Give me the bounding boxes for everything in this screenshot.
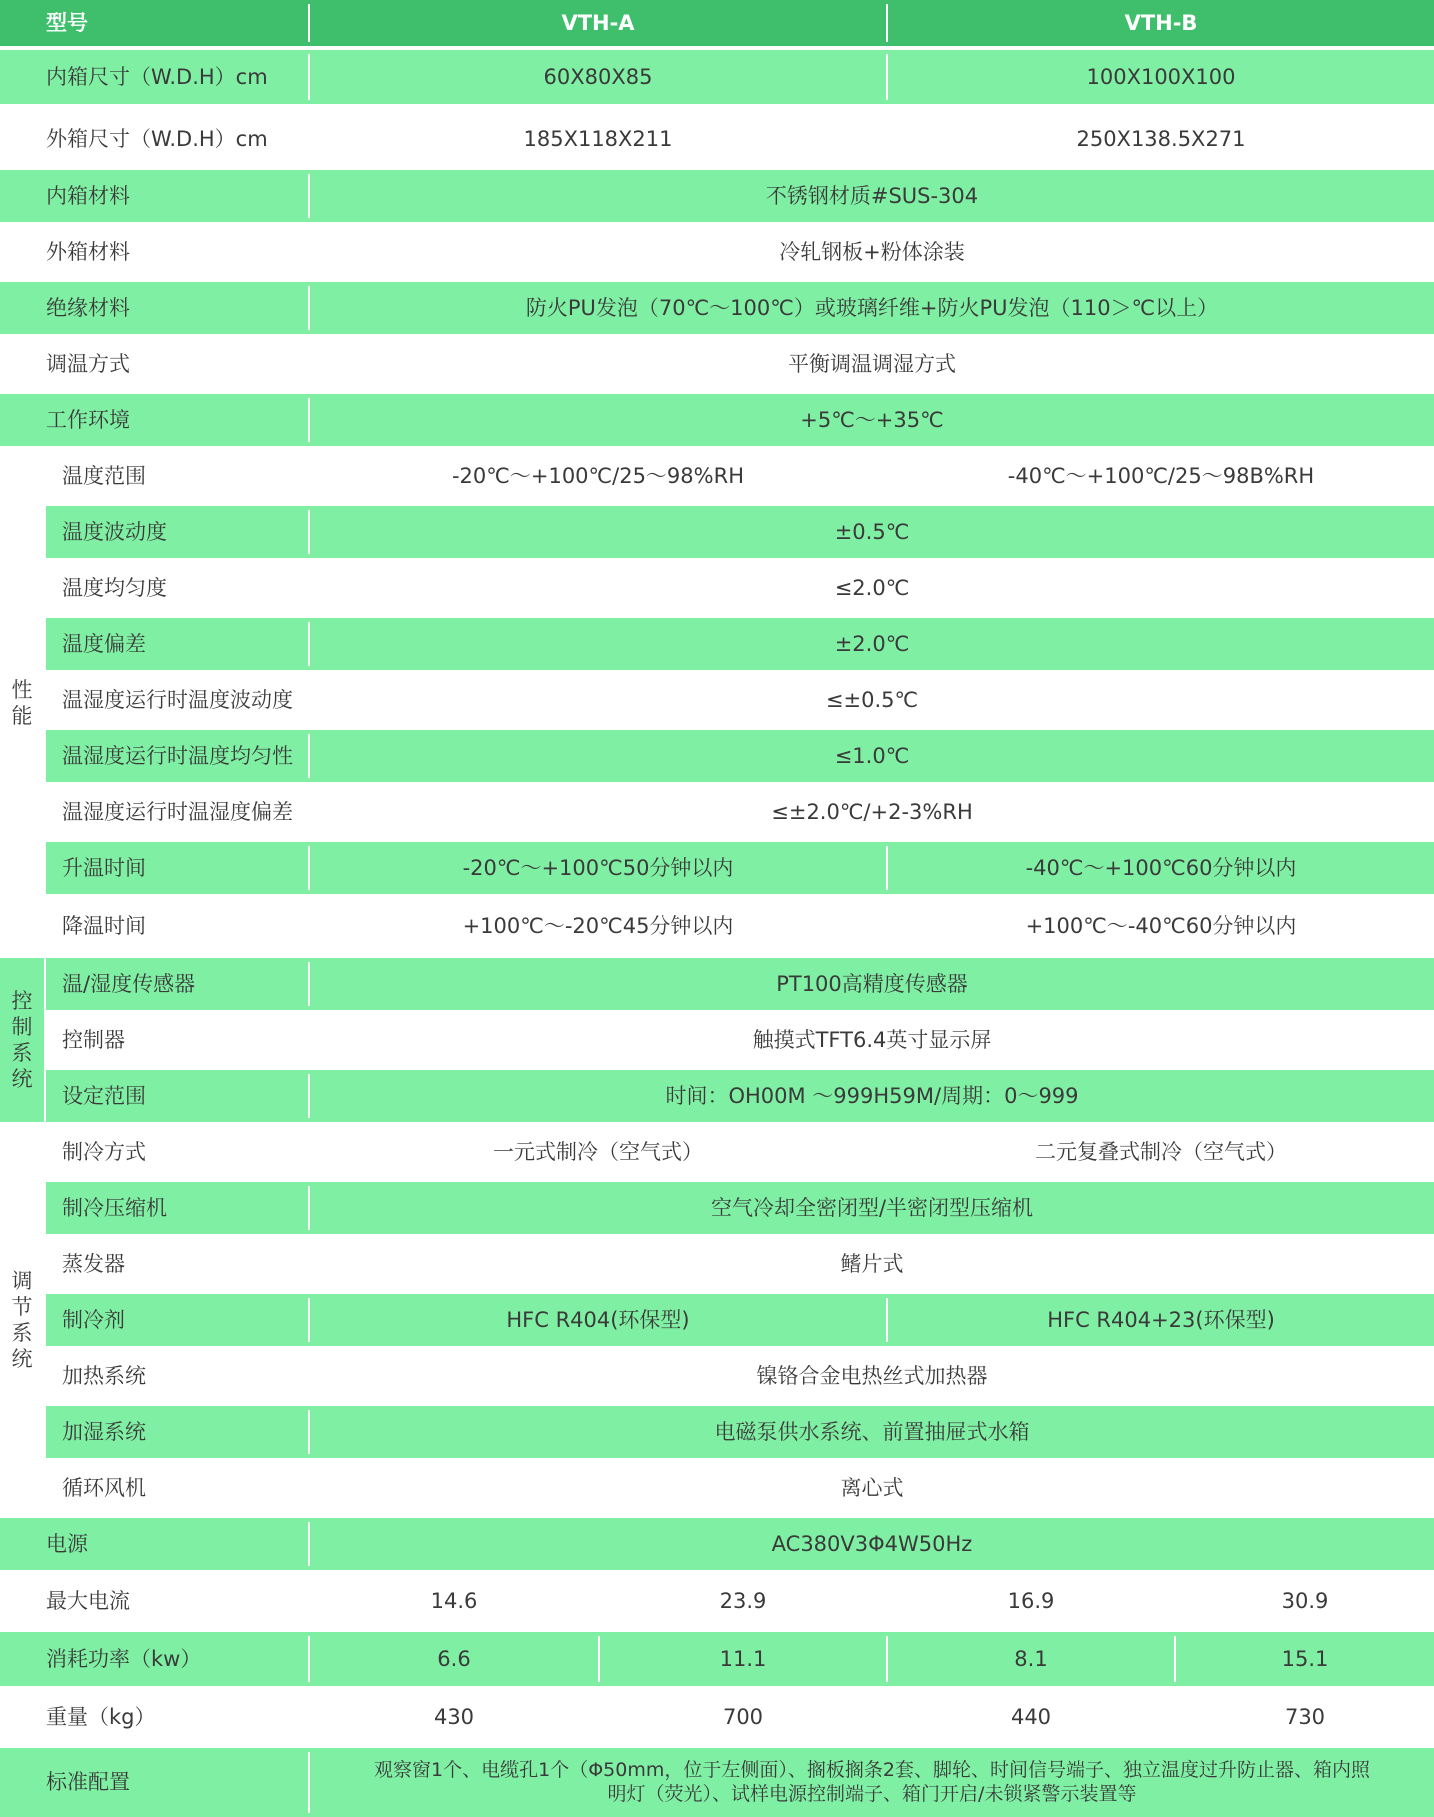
group-label-performance: 性 能	[11, 678, 33, 728]
row-label: 温湿度运行时温度波动度	[62, 687, 293, 712]
row-label: 控制器	[62, 1027, 125, 1052]
value-a: +100℃～-20℃45分钟以内	[462, 913, 734, 938]
table-row	[0, 730, 1434, 782]
standard-config-line-1: 观察窗1个、电缆孔1个（Φ50mm，位于左侧面）、搁板搁条2套、脚轮、时间信号端子、独立温度过升防止器、箱内照	[374, 1758, 1370, 1781]
value-span: PT100高精度传感器	[776, 971, 968, 996]
value-a: -20℃～+100℃50分钟以内	[462, 855, 734, 880]
row-label: 重量（kg）	[46, 1704, 156, 1729]
table-row	[0, 1350, 1434, 1402]
table-row	[0, 1518, 1434, 1570]
table-row	[0, 338, 1434, 390]
table-row	[0, 226, 1434, 278]
table-row	[0, 394, 1434, 446]
value-span: 电磁泵供水系统、前置抽屉式水箱	[714, 1419, 1030, 1444]
standard-config-value	[310, 1748, 1434, 1817]
table-row	[0, 112, 1434, 166]
row-label: 消耗功率（kw）	[46, 1646, 202, 1671]
table-row	[0, 170, 1434, 222]
value-col-2: 700	[722, 1704, 764, 1729]
row-label: 绝缘材料	[46, 295, 130, 320]
group-label-control: 控 制 系 统	[11, 989, 33, 1091]
value-span: 不锈钢材质#SUS-304	[765, 183, 979, 208]
value-span: 触摸式TFT6.4英寸显示屏	[752, 1027, 992, 1052]
table-row	[0, 50, 1434, 104]
value-span: AC380V3Φ4W50Hz	[771, 1531, 973, 1556]
model-b-header: VTH-B	[1124, 10, 1198, 35]
row-label: 制冷剂	[62, 1307, 125, 1332]
row-label: 外箱尺寸（W.D.H）cm	[46, 126, 268, 151]
table-row	[0, 1294, 1434, 1346]
row-label: 温度范围	[62, 463, 146, 488]
value-col-2: 23.9	[719, 1588, 767, 1613]
row-label: 工作环境	[46, 407, 130, 432]
row-label: 加热系统	[62, 1363, 146, 1388]
value-span: 空气冷却全密闭型/半密闭型压缩机	[710, 1195, 1034, 1220]
header-label: 型号	[46, 10, 88, 35]
value-b: 二元复叠式制冷（空气式）	[1035, 1139, 1287, 1164]
value-span: 时间：OH00M ～999H59M/周期：0～999	[665, 1083, 1079, 1108]
value-col-1: 6.6	[437, 1646, 471, 1671]
value-b: -40℃～+100℃60分钟以内	[1025, 855, 1297, 880]
row-label: 制冷方式	[62, 1139, 146, 1164]
row-label: 温度均匀度	[62, 575, 167, 600]
value-span: 冷轧钢板+粉体涂装	[779, 239, 965, 264]
table-row	[0, 786, 1434, 838]
row-label: 降温时间	[62, 913, 146, 938]
row-label: 升温时间	[62, 855, 146, 880]
table-row	[0, 958, 1434, 1010]
row-label: 最大电流	[46, 1588, 130, 1613]
table-row	[0, 1748, 1434, 1817]
value-b: 100X100X100	[1086, 64, 1236, 89]
value-b: 250X138.5X271	[1076, 126, 1246, 151]
table-row	[0, 1126, 1434, 1178]
row-label: 内箱材料	[46, 183, 130, 208]
table-row	[0, 618, 1434, 670]
row-label: 设定范围	[62, 1083, 146, 1108]
table-row	[0, 282, 1434, 334]
table-row	[0, 1462, 1434, 1514]
value-col-3: 16.9	[1007, 1588, 1055, 1613]
value-span: ≤2.0℃	[834, 575, 910, 600]
value-col-1: 14.6	[430, 1588, 478, 1613]
value-col-4: 15.1	[1281, 1646, 1329, 1671]
value-span: +5℃～+35℃	[800, 407, 944, 432]
value-span: 离心式	[840, 1475, 904, 1500]
model-a-header: VTH-A	[561, 10, 635, 35]
row-label: 电源	[46, 1531, 88, 1556]
value-a: 185X118X211	[523, 126, 673, 151]
table-row	[0, 1574, 1434, 1628]
value-span: 平衡调温调湿方式	[788, 351, 956, 376]
value-col-2: 11.1	[719, 1646, 767, 1671]
table-row	[0, 1182, 1434, 1234]
value-span: ≤±2.0℃/+2-3%RH	[771, 799, 973, 824]
table-row	[0, 1632, 1434, 1686]
table-row	[0, 1014, 1434, 1066]
row-label: 温度偏差	[62, 631, 146, 656]
standard-config-line-2: 明灯（荧光）、试样电源控制端子、箱门开启/未锁紧警示装置等	[607, 1782, 1137, 1805]
value-b: +100℃～-40℃60分钟以内	[1025, 913, 1297, 938]
table-row	[0, 450, 1434, 502]
row-label: 温湿度运行时温湿度偏差	[62, 799, 293, 824]
value-span: ±2.0℃	[834, 631, 910, 656]
row-label: 蒸发器	[62, 1251, 125, 1276]
table-row	[0, 1238, 1434, 1290]
row-label: 温湿度运行时温度均匀性	[62, 743, 293, 768]
row-label: 温/湿度传感器	[62, 971, 196, 996]
value-col-4: 730	[1284, 1704, 1326, 1729]
table-header	[0, 0, 1434, 46]
value-span: 防火PU发泡（70℃～100℃）或玻璃纤维+防火PU发泡（110＞℃以上）	[525, 295, 1219, 320]
table-row	[0, 842, 1434, 894]
value-col-3: 440	[1010, 1704, 1052, 1729]
row-label: 循环风机	[62, 1475, 146, 1500]
row-label: 温度波动度	[62, 519, 167, 544]
row-label: 标准配置	[46, 1770, 130, 1795]
value-col-3: 8.1	[1014, 1646, 1048, 1671]
value-a: -20℃～+100℃/25～98%RH	[451, 463, 744, 488]
value-span: ≤±0.5℃	[825, 687, 919, 712]
value-b: -40℃～+100℃/25～98B%RH	[1007, 463, 1315, 488]
value-span: ≤1.0℃	[834, 743, 910, 768]
table-row	[0, 506, 1434, 558]
value-a: HFC R404(环保型)	[506, 1307, 690, 1332]
value-col-1: 430	[433, 1704, 475, 1729]
value-col-4: 30.9	[1281, 1588, 1329, 1613]
value-b: HFC R404+23(环保型)	[1047, 1307, 1275, 1332]
row-label: 调温方式	[46, 351, 130, 376]
value-span: ±0.5℃	[834, 519, 910, 544]
table-row	[0, 562, 1434, 614]
group-label-regulation: 调 节 系 统	[11, 1269, 33, 1371]
value-a: 一元式制冷（空气式）	[493, 1139, 703, 1164]
row-label: 加湿系统	[62, 1419, 146, 1444]
table-row	[0, 1070, 1434, 1122]
table-row	[0, 898, 1434, 954]
value-span: 镍铬合金电热丝式加热器	[756, 1363, 988, 1388]
table-row	[0, 1406, 1434, 1458]
row-label: 制冷压缩机	[62, 1195, 167, 1220]
table-row	[0, 1690, 1434, 1744]
row-label: 内箱尺寸（W.D.H）cm	[46, 64, 268, 89]
value-a: 60X80X85	[543, 64, 653, 89]
value-span: 鳍片式	[840, 1251, 904, 1276]
table-row	[0, 674, 1434, 726]
row-label: 外箱材料	[46, 239, 130, 264]
